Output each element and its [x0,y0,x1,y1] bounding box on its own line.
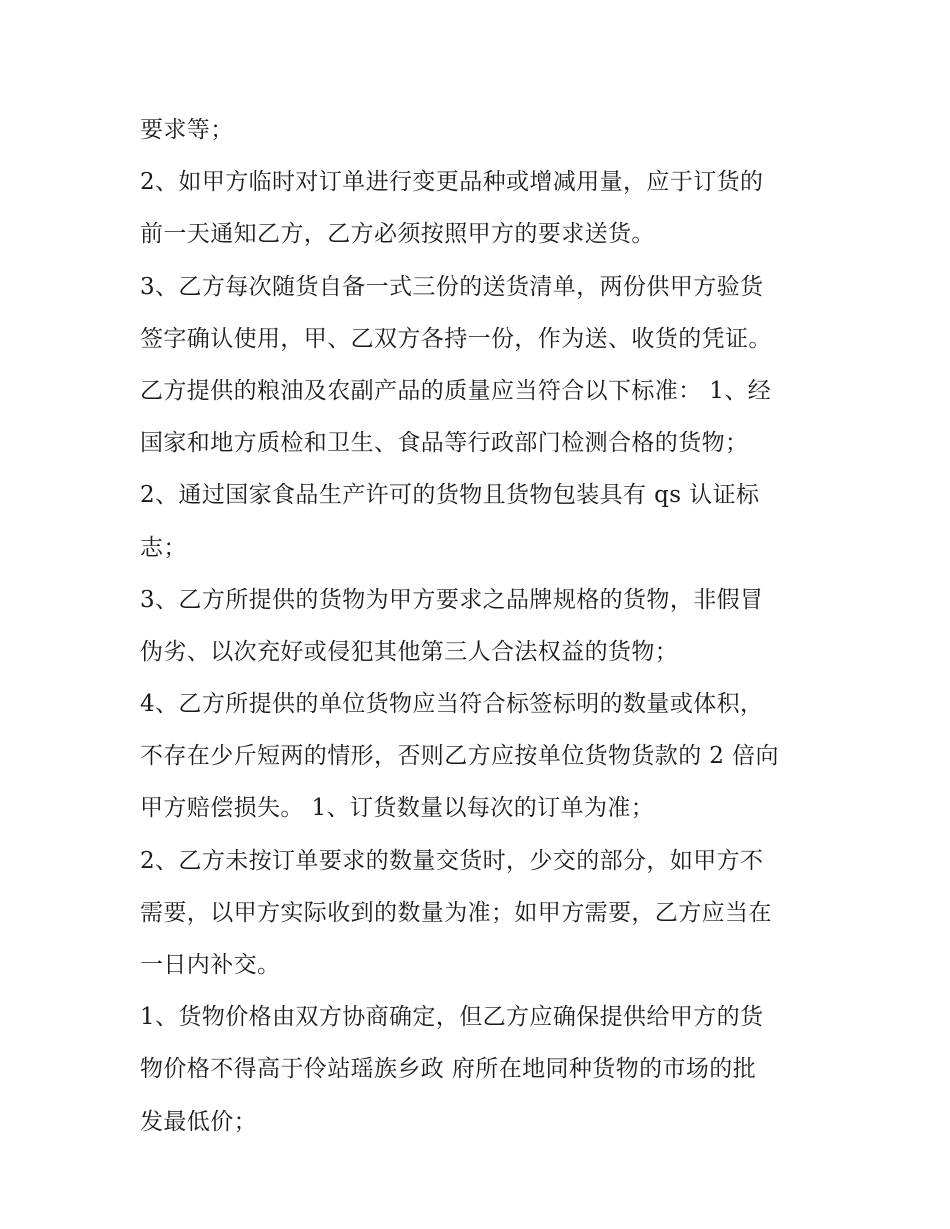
text-line: 2、如甲方临时对订单进行变更品种或增减用量，应于订货的 [140,169,764,196]
text-line: 一日内补交。 [140,952,281,978]
text-line: 4、乙方所提供的单位货物应当符合标签标明的数量或体积， [140,691,764,718]
text-line: 发最低价； [140,1108,257,1135]
text-line: 伪劣、以次充好或侵犯其他第三人合法权益的货物； [140,638,679,665]
text-line: 志； [140,534,187,561]
text-line: 3、乙方所提供的货物为甲方要求之品牌规格的货物，非假冒 [140,586,764,613]
text-line: 不存在少斤短两的情形，否则乙方应按单位货物货款的 2 倍向 [140,743,779,770]
text-line: 前一天通知乙方，乙方必须按照甲方的要求送货。 [140,221,655,248]
text-line: 甲方赔偿损失。 1、订货数量以每次的订单为准； [140,795,655,822]
text-line: 2、通过国家食品生产许可的货物且货物包装具有 qs 认证标 [140,482,760,509]
text-line: 国家和地方质检和卫生、食品等行政部门检测合格的货物； [140,430,749,457]
text-line: 2、乙方未按订单要求的数量交货时，少交的部分，如甲方不 [140,847,764,874]
document-body [140,104,820,1148]
text-line: 3、乙方每次随货自备一式三份的送货清单，两份供甲方验货 [140,273,764,300]
text-line: 要求等； [140,117,234,143]
text-line: 乙方提供的粮油及农副产品的质量应当符合以下标准： 1、经 [140,377,772,404]
text-line: 1、货物价格由双方协商确定，但乙方应确保提供给甲方的货 [140,1004,764,1031]
text-line: 物价格不得高于伶站瑶族乡政 府所在地同种货物的市场的批 [140,1056,757,1083]
text-line: 需要，以甲方实际收到的数量为准；如甲方需要，乙方应当在 [140,899,772,926]
text-line: 签字确认使用，甲、乙双方各持一份，作为送、收货的凭证。 [140,325,772,352]
